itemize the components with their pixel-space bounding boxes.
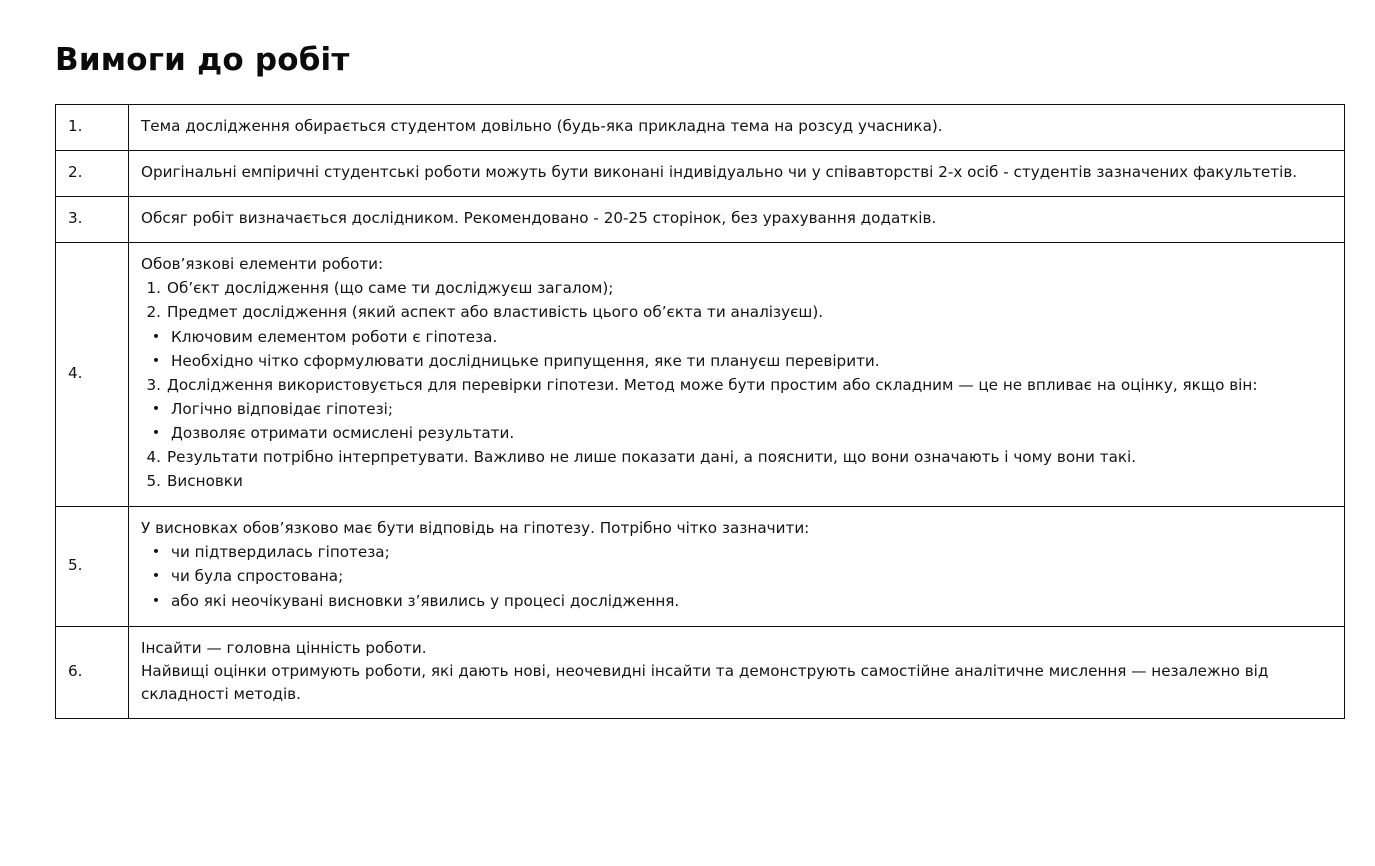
list-item-label: Предмет дослідження (який аспект або властивість цього об’єкта ти аналізуєш).	[167, 303, 824, 322]
table-row	[56, 243, 1345, 507]
row-content	[129, 243, 1345, 507]
row-number: 2.	[56, 151, 129, 197]
table-row	[56, 197, 1345, 243]
list-item	[141, 541, 1332, 564]
list-item-label: чи була спростована;	[171, 567, 344, 586]
row-content	[129, 197, 1345, 243]
requirements-table-body	[56, 105, 1345, 719]
list-item	[141, 470, 1332, 493]
bullet-icon: •	[151, 568, 161, 585]
bullet-icon: •	[151, 352, 161, 369]
paragraph: Найвищі оцінки отримують роботи, які дають нові, неочевидні інсайти та демонструють самостійне аналітичне мислення — незалежно від складності методів.	[141, 661, 1269, 703]
requirements-table	[55, 104, 1345, 719]
paragraph: Тема дослідження обирається студентом довільно (будь-яка прикладна тема на розсуд учасника).	[141, 117, 943, 135]
row-content	[129, 151, 1345, 197]
row-content	[129, 626, 1345, 718]
bullet-icon: •	[151, 592, 161, 609]
list-item	[141, 350, 1332, 373]
bullet-icon: •	[151, 424, 161, 441]
list-item	[141, 374, 1332, 397]
list-marker: 5.	[146, 472, 161, 491]
list-item-label: чи підтвердилась гіпотеза;	[171, 543, 390, 562]
list-item	[141, 277, 1332, 300]
list-item	[141, 301, 1332, 324]
list-item-label: Висновки	[167, 472, 243, 491]
list-item-label: або які неочікувані висновки з’явились у процесі дослідження.	[171, 591, 680, 610]
row-content	[129, 507, 1345, 626]
row-number: 6.	[56, 626, 129, 718]
paragraph: Обов’язкові елементи роботи:	[141, 255, 384, 274]
list-item-label: Дослідження використовується для перевірки гіпотези. Метод може бути простим або складним — це не впливає на оцінку, якщо він:	[167, 375, 1258, 394]
list-marker: 1.	[146, 279, 161, 298]
table-row	[56, 507, 1345, 626]
bullet-icon: •	[151, 544, 161, 561]
paragraph: Обсяг робіт визначається дослідником. Рекомендовано - 20-25 сторінок, без урахування додатків.	[141, 209, 937, 228]
row-number: 1.	[56, 105, 129, 151]
list-item	[141, 590, 1332, 613]
list-item-label: Результати потрібно інтерпретувати. Важливо не лише показати дані, а пояснити, що вони означають і чому вони такі.	[167, 448, 1137, 467]
row-content	[129, 105, 1345, 151]
list-item-label: Необхідно чітко сформулювати дослідницьке припущення, яке ти плануєш перевірити.	[171, 351, 880, 370]
table-row	[56, 151, 1345, 197]
paragraph: Інсайти — головна цінність роботи.	[141, 638, 427, 657]
row-number: 5.	[56, 507, 129, 626]
list-marker: 4.	[146, 448, 161, 467]
bullet-icon: •	[151, 400, 161, 417]
list-item	[141, 326, 1332, 349]
row-number: 4.	[56, 243, 129, 507]
bullet-icon: •	[151, 328, 161, 345]
list-marker: 3.	[146, 375, 161, 394]
list-marker: 2.	[146, 303, 161, 322]
row-number: 3.	[56, 197, 129, 243]
table-row	[56, 105, 1345, 151]
list-item-label: Ключовим елементом роботи є гіпотеза.	[171, 327, 498, 346]
paragraph: У висновках обов’язково має бути відповідь на гіпотезу. Потрібно чітко зазначити:	[141, 519, 810, 538]
list-item	[141, 446, 1332, 469]
list-item	[141, 422, 1332, 445]
page-title: Вимоги до робіт	[55, 42, 350, 78]
list-item	[141, 398, 1332, 421]
list-item-label: Дозволяє отримати осмислені результати.	[171, 423, 515, 442]
list-item-label: Об’єкт дослідження (що саме ти досліджуєш загалом);	[167, 279, 614, 298]
paragraph: Оригінальні емпіричні студентські роботи можуть бути виконані індивідуально чи у співавторстві 2-х осіб - студентів зазначених факультетів.	[141, 163, 1298, 182]
table-row	[56, 626, 1345, 718]
list-item-label: Логічно відповідає гіпотезі;	[171, 399, 393, 418]
list-item	[141, 565, 1332, 588]
